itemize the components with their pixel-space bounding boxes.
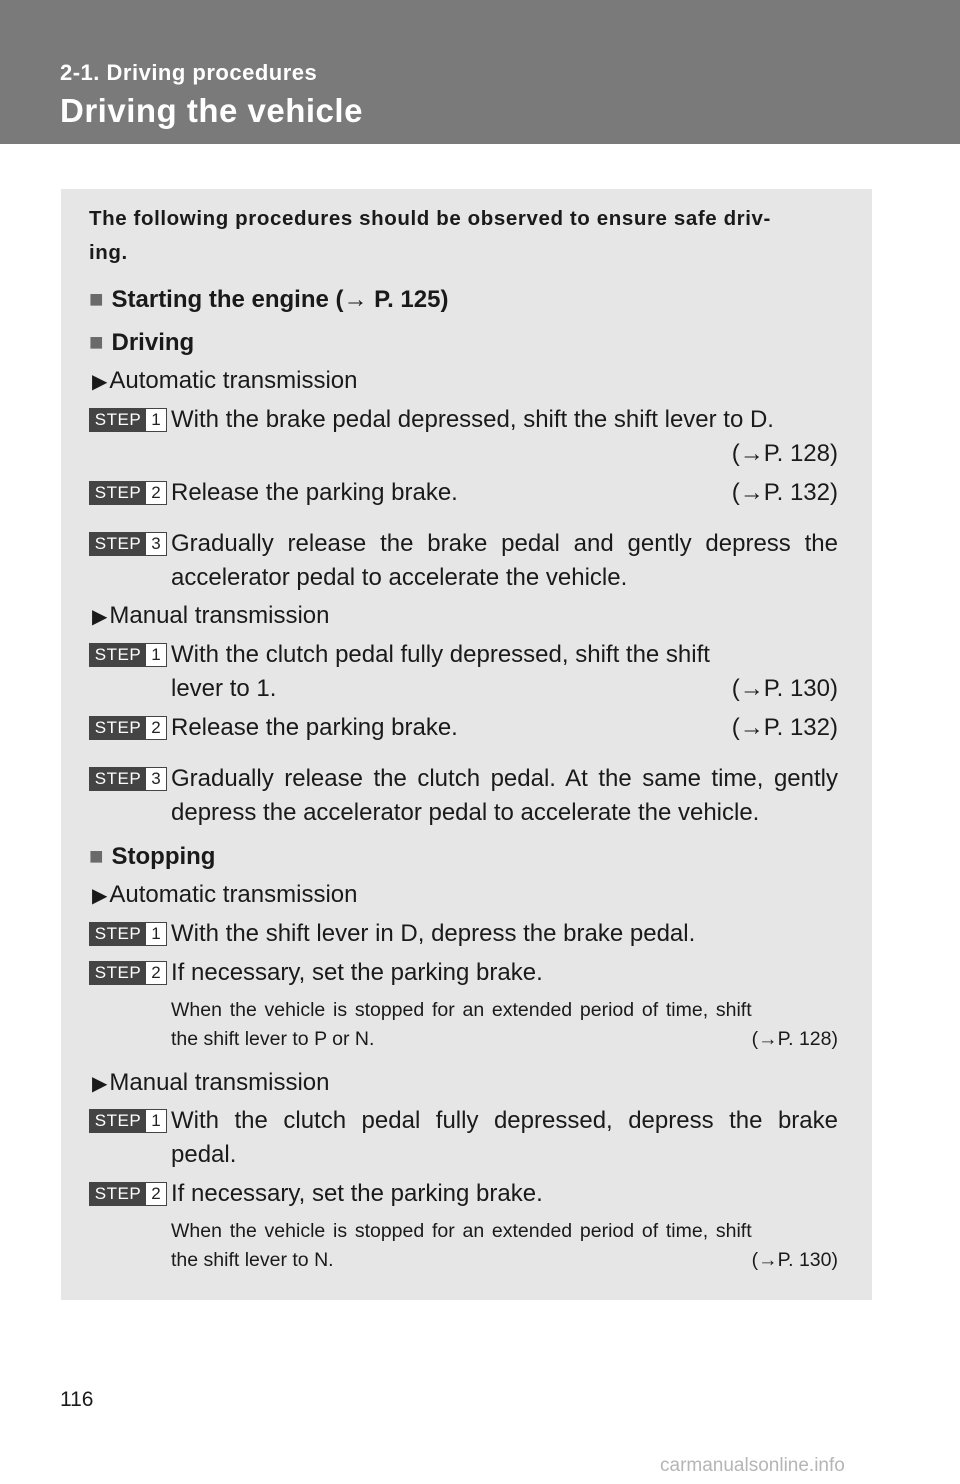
triangle-bullet-icon: ▶ <box>92 371 108 393</box>
step-badge: STEP 1 <box>89 408 167 432</box>
heading-stopping: ■ Stopping <box>89 843 216 870</box>
step-badge: STEP 3 <box>89 767 167 791</box>
note-text: (→P. 130) When the vehicle is stopped for an extended period of time, shift the shift lever to N. <box>171 1220 838 1271</box>
square-bullet-icon: ■ <box>89 286 104 313</box>
step-text: With the shift lever in D, depress the brake pedal. <box>171 920 696 947</box>
step-badge: STEP 1 <box>89 1109 167 1133</box>
step-badge: STEP 2 <box>89 481 167 505</box>
square-bullet-icon: ■ <box>89 329 104 356</box>
step-badge: STEP 2 <box>89 961 167 985</box>
page-header <box>0 0 960 144</box>
heading-starting: ■ Starting the engine (→ P. 125) <box>89 286 449 313</box>
subheading-automatic-stopping: ▶Automatic transmission <box>92 881 358 908</box>
intro-text: The following procedures should be observed to ensure safe driv- ing. <box>89 207 771 264</box>
page-title: Driving the vehicle <box>60 92 363 129</box>
subheading-manual-stopping: ▶Manual transmission <box>92 1069 330 1096</box>
subheading-manual-driving: ▶Manual transmission <box>92 602 330 629</box>
triangle-bullet-icon: ▶ <box>92 1073 108 1095</box>
triangle-bullet-icon: ▶ <box>92 606 108 628</box>
step-text: If necessary, set the parking brake. <box>171 1180 543 1207</box>
step-text: With the clutch pedal fully depressed, depress the brake pedal. <box>171 1107 838 1168</box>
step-text: Gradually release the brake pedal and gently depress the accelerator pedal to accelerate the vehicle. <box>171 530 838 591</box>
step-text: (→P. 130) With the clutch pedal fully depressed, shift the shift lever to 1. <box>171 641 838 702</box>
watermark: carmanualsonline.info <box>660 1455 845 1476</box>
step-text: With the brake pedal depressed, shift the shift lever to D. (→P. 128) <box>171 406 838 467</box>
subheading-automatic-driving: ▶Automatic transmission <box>92 367 358 394</box>
step-badge: STEP 1 <box>89 922 167 946</box>
step-text: If necessary, set the parking brake. <box>171 959 543 986</box>
step-badge: STEP 1 <box>89 643 167 667</box>
section-label: 2-1. Driving procedures <box>60 60 318 85</box>
step-badge: STEP 2 <box>89 716 167 740</box>
square-bullet-icon: ■ <box>89 843 104 870</box>
page-number: 116 <box>60 1388 94 1411</box>
step-text: Release the parking brake. (→P. 132) <box>171 479 838 506</box>
heading-driving: ■ Driving <box>89 329 195 356</box>
triangle-bullet-icon: ▶ <box>92 885 108 907</box>
note-text: (→P. 128) When the vehicle is stopped for an extended period of time, shift the shift lever to P or N. <box>171 999 838 1050</box>
step-text: Gradually release the clutch pedal. At the same time, gently depress the accelerator pedal to accelerate the vehicle. <box>171 765 838 826</box>
step-text: Release the parking brake. (→P. 132) <box>171 714 838 741</box>
step-badge: STEP 3 <box>89 532 167 556</box>
step-badge: STEP 2 <box>89 1182 167 1206</box>
